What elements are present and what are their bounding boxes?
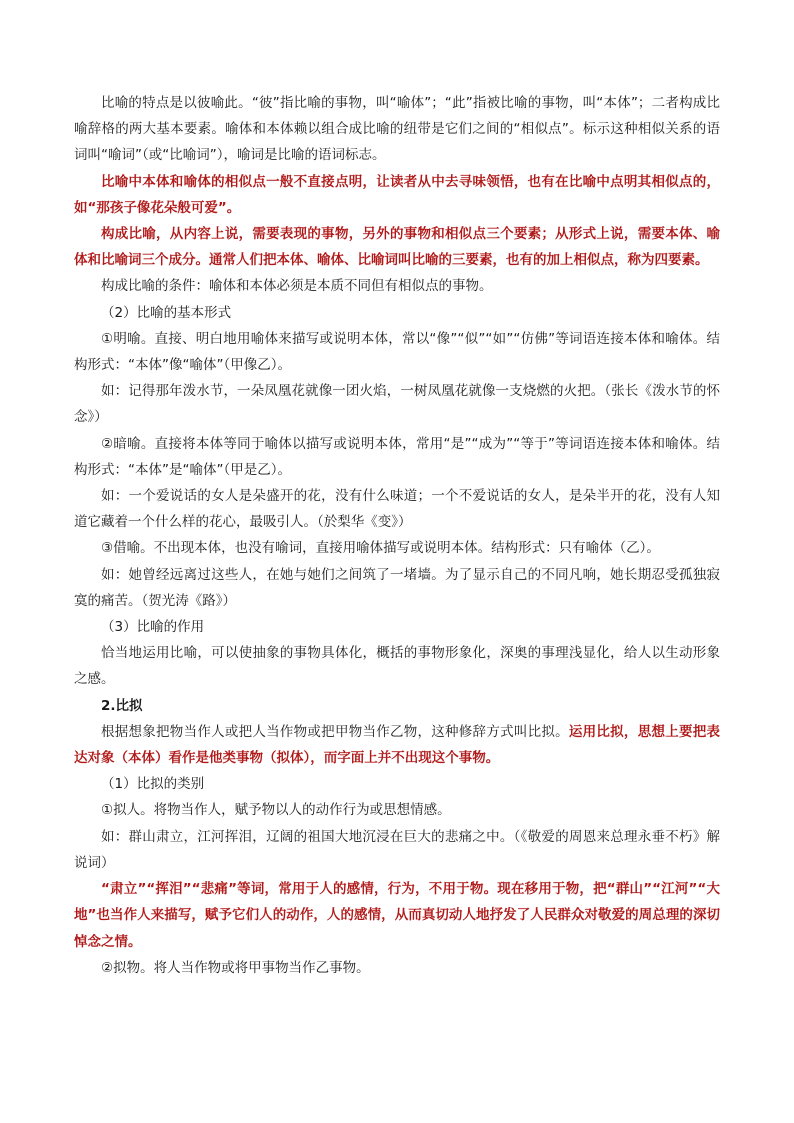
- body-text: （3）比喻的作用: [101, 619, 205, 636]
- paragraph: [74, 273, 720, 299]
- paragraph: [74, 300, 720, 326]
- body-text: （2）比喻的基本形式: [101, 304, 232, 321]
- body-text: 如：她曾经远离过这些人，在她与她们之间筑了一堵墙。为了显示自己的不同凡响，她长期忍受孤独寂寞的痛苦。（贺光涛《路》）: [74, 566, 720, 609]
- body-text: 构成比喻的条件：喻体和本体必须是本质不同但有相似点的事物。: [101, 278, 493, 295]
- body-text: ②暗喻。直接将本体等同于喻体以描写或说明本体，常用“是”“成为”“等于”等词语连接本体和喻体。结构形式：“本体”是“喻体”（甲是乙）。: [74, 435, 720, 478]
- body-text: 比喻的特点是以彼喻此。“彼”指比喻的事物，叫“喻体”；“此”指被比喻的事物，叫“本体”；二者构成比喻辞格的两大基本要素。喻体和本体赖以组合成比喻的纽带是它们之间的“相似点”。标示这种相似关系的语词叫“喻词”（或“比喻词”），喻词是比喻的语词标志。: [74, 95, 720, 164]
- body-text: （1）比拟的类别: [101, 776, 205, 793]
- emphasis-text: 运用比拟，思想上要把表达对象（本体）看作是他类事物（拟体），而字面上并不出现这个事物。: [74, 723, 721, 767]
- body-text: 恰当地运用比喻，可以使抽象的事物具体化，概括的事物形象化，深奥的事理浅显化，给人以生动形象之感。: [74, 645, 720, 688]
- paragraph: [74, 483, 720, 535]
- document-body: [74, 90, 720, 981]
- paragraph: [74, 876, 720, 955]
- paragraph: [74, 640, 720, 692]
- body-text: ②拟物。将人当作物或将甲事物当作乙事物。: [101, 959, 370, 976]
- paragraph: [74, 719, 720, 771]
- paragraph: [74, 169, 720, 221]
- body-text: 如：一个爱说话的女人是朵盛开的花，没有什么味道；一个不爱说话的女人，是朵半开的花，没有人知道它藏着一个什么样的花心，最吸引人。（於梨华《变》）: [74, 488, 720, 531]
- paragraph: [74, 562, 720, 614]
- paragraph: [74, 221, 720, 273]
- section-heading: 2.比拟: [101, 697, 143, 714]
- paragraph: [74, 326, 720, 378]
- paragraph: [74, 614, 720, 640]
- body-text: ③借喻。不出现本体，也没有喻词，直接用喻体描写或说明本体。结构形式：只有喻体（乙）。: [101, 540, 660, 557]
- emphasis-text: 比喻中本体和喻体的相似点一般不直接点明，让读者从中去寻味领悟，也有在比喻中点明其相似点的，如“那孩子像花朵般可爱”。: [74, 173, 720, 216]
- body-text: ①明喻。直接、明白地用喻体来描写或说明本体，常以“像”“似”“如”“仿佛”等词语连接本体和喻体。结构形式：“本体”像“喻体”（甲像乙）。: [74, 330, 720, 374]
- emphasis-text: 构成比喻，从内容上说，需要表现的事物，另外的事物和相似点三个要素；从形式上说，需要本体、喻体和比喻词三个成分。通常人们把本体、喻体、比喻词叫比喻的三要素，也有的加上相似点，称为四要素。: [74, 226, 720, 269]
- paragraph: [74, 771, 720, 797]
- paragraph: [74, 797, 720, 823]
- paragraph: [74, 90, 720, 169]
- emphasis-text: “肃立”“挥泪”“悲痛”等词，常用于人的感情，行为，不用于物。现在移用于物，把“群山”“江河”“大地”也当作人来描写，赋予它们人的动作，人的感情，从而真切动人地抒发了人民群众对敬爱的周总理的深切悼念之情。: [74, 881, 720, 950]
- paragraph: [74, 824, 720, 876]
- paragraph: [74, 431, 720, 483]
- body-text: 如：群山肃立，江河挥泪，辽阔的祖国大地沉浸在巨大的悲痛之中。（《敬爱的周恩来总理永垂不朽》解说词）: [74, 828, 720, 871]
- paragraph: [74, 955, 720, 981]
- paragraph: [74, 535, 720, 561]
- body-text: 如：记得那年泼水节，一朵凤凰花就像一团火焰，一树凤凰花就像一支烧燃的火把。（张长《泼水节的怀念》）: [74, 383, 720, 426]
- paragraph: [74, 693, 720, 719]
- body-text: 根据想象把物当作人或把人当作物或把甲物当作乙物，这种修辞方式叫比拟。: [101, 723, 569, 740]
- body-text: ①拟人。将物当作人，赋予物以人的动作行为或思想情感。: [101, 802, 451, 819]
- paragraph: [74, 378, 720, 430]
